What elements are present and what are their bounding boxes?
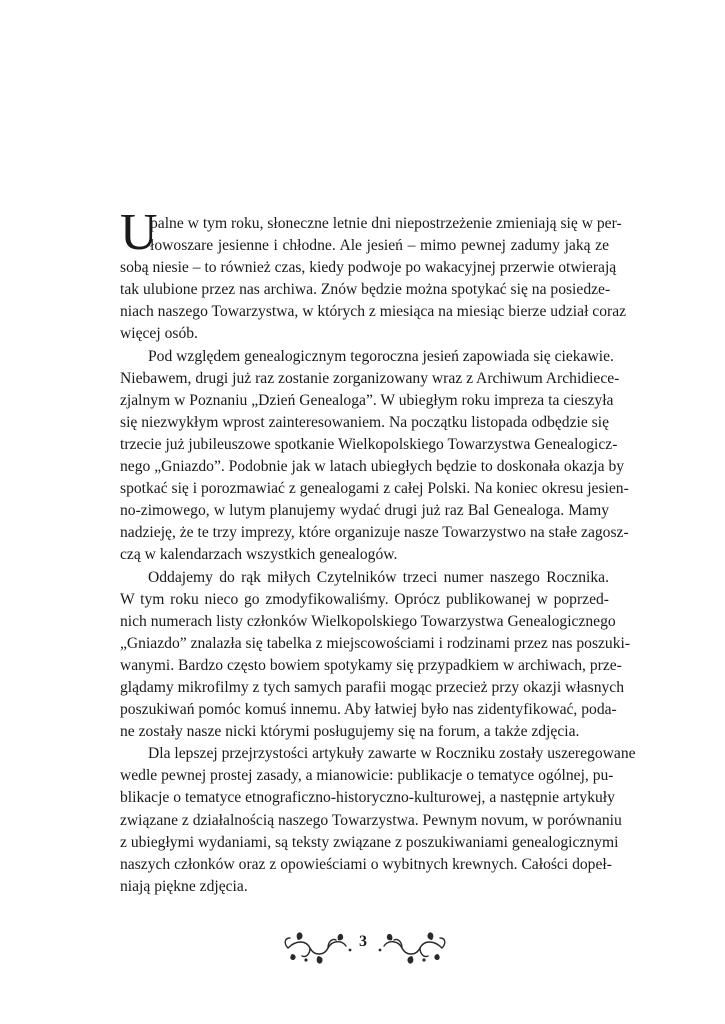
paragraph-4 — [120, 743, 636, 898]
text-line: no-zimowego, w lutym planujemy wydać drugi już raz Bal Genealoga. Mamy — [120, 502, 609, 520]
text-line: nadzieję, że te trzy imprezy, które organizuje nasze Towarzystwo na stałe zagosz- — [120, 524, 629, 542]
text-line: łowoszare jesienne i chłodne. Ale jesień – mimo pewnej zadumy jaką ze — [150, 237, 609, 255]
text-line: więcej osób. — [120, 325, 198, 343]
text-line: spotkać się i porozmawiać z genealogami z całej Polski. Na koniec okresu jesien- — [120, 480, 629, 498]
text-line: trzecie już jubileuszowe spotkanie Wielkopolskiego Towarzystwa Genealogicz- — [120, 435, 618, 453]
paragraph-2 — [120, 346, 629, 567]
text-line: związane z działalnością naszego Towarzystwa. Pewnym novum, w porównaniu — [120, 811, 622, 829]
text-line: nich numerach listy członków Wielkopolskiego Towarzystwa Genealogicznego — [120, 612, 616, 630]
text-line: się niezwykłym wprost zainteresowaniem. Na początku listopada odbędzie się — [120, 413, 609, 431]
text-line: wanymi. Bardzo często bowiem spotykamy się przypadkiem w archiwach, prze- — [120, 656, 622, 674]
paragraph-1 — [120, 213, 627, 346]
drop-cap: U — [120, 204, 158, 261]
article-body — [120, 213, 636, 898]
text-line: niach naszego Towarzystwa, w których z miesiąca na miesiąc bierze udział coraz — [120, 303, 627, 321]
text-line: poszukiwań pomóc komuś innemu. Aby łatwiej było nas zidentyfikować, poda- — [120, 701, 617, 719]
text-line: z ubiegłymi wydaniami, są teksty związane z poszukiwaniami genealogicznymi — [120, 833, 619, 851]
paragraph-3 — [120, 567, 631, 744]
text-line: blikacje o tematyce etnograficzno-historyczno-kulturowej, a następnie artykuły — [120, 789, 615, 807]
text-line: tak ulubione przez nas archiwa. Znów będzie można spotykać się na posiedze- — [120, 281, 611, 299]
text-line: nego „Gniazdo”. Podobnie jak w latach ubiegłych będzie to doskonała okazja by — [120, 458, 625, 476]
text-line: Dla lepszej przejrzystości artykuły zawarte w Roczniku zostały uszeregowane — [148, 745, 636, 763]
text-line: Niebawem, drugi już raz zostanie zorganizowany wraz z Archiwum Archidiece- — [120, 369, 620, 387]
page-number: 3 — [359, 933, 367, 950]
text-line: czą w kalendarzach wszystkich genealogów. — [120, 546, 398, 564]
text-line: „Gniazdo” znalazła się tabelka z miejscowościami i rodzinami przez nas poszuki- — [120, 634, 631, 652]
text-line: W tym roku nieco go zmodyfikowaliśmy. Oprócz publikowanej w poprzed- — [120, 590, 609, 608]
text-line: glądamy mikrofilmy z tych samych parafii mogąc przecież przy okazji własnych — [120, 678, 625, 696]
text-line: naszych członków oraz z opowieściami o wybitnych krewnych. Całości dopeł- — [120, 855, 612, 873]
text-line: palne w tym roku, słoneczne letnie dni niepostrzeżenie zmieniają się w per- — [150, 215, 622, 232]
text-line: Pod względem genealogicznym tegoroczna jesień zapowiada się ciekawie. — [148, 347, 614, 365]
text-line: sobą niesie – to również czas, kiedy podwoje po wakacyjnej przerwie otwierają — [120, 259, 617, 277]
text-line: zjalnym w Poznaniu „Dzień Genealoga”. W ubiegłym roku impreza ta cieszyła — [120, 391, 614, 409]
text-line: Oddajemy do rąk miłych Czytelników trzeci numer naszego Rocznika. — [148, 568, 609, 586]
text-line: niają piękne zdjęcia. — [120, 877, 248, 895]
text-line: wedle pewnej prostej zasady, a mianowicie: publikacje o tematyce ogólnej, pu- — [120, 767, 614, 785]
text-line: ne zostały nasze nicki którymi posługujemy się na forum, a także zdjęcia. — [120, 723, 580, 741]
